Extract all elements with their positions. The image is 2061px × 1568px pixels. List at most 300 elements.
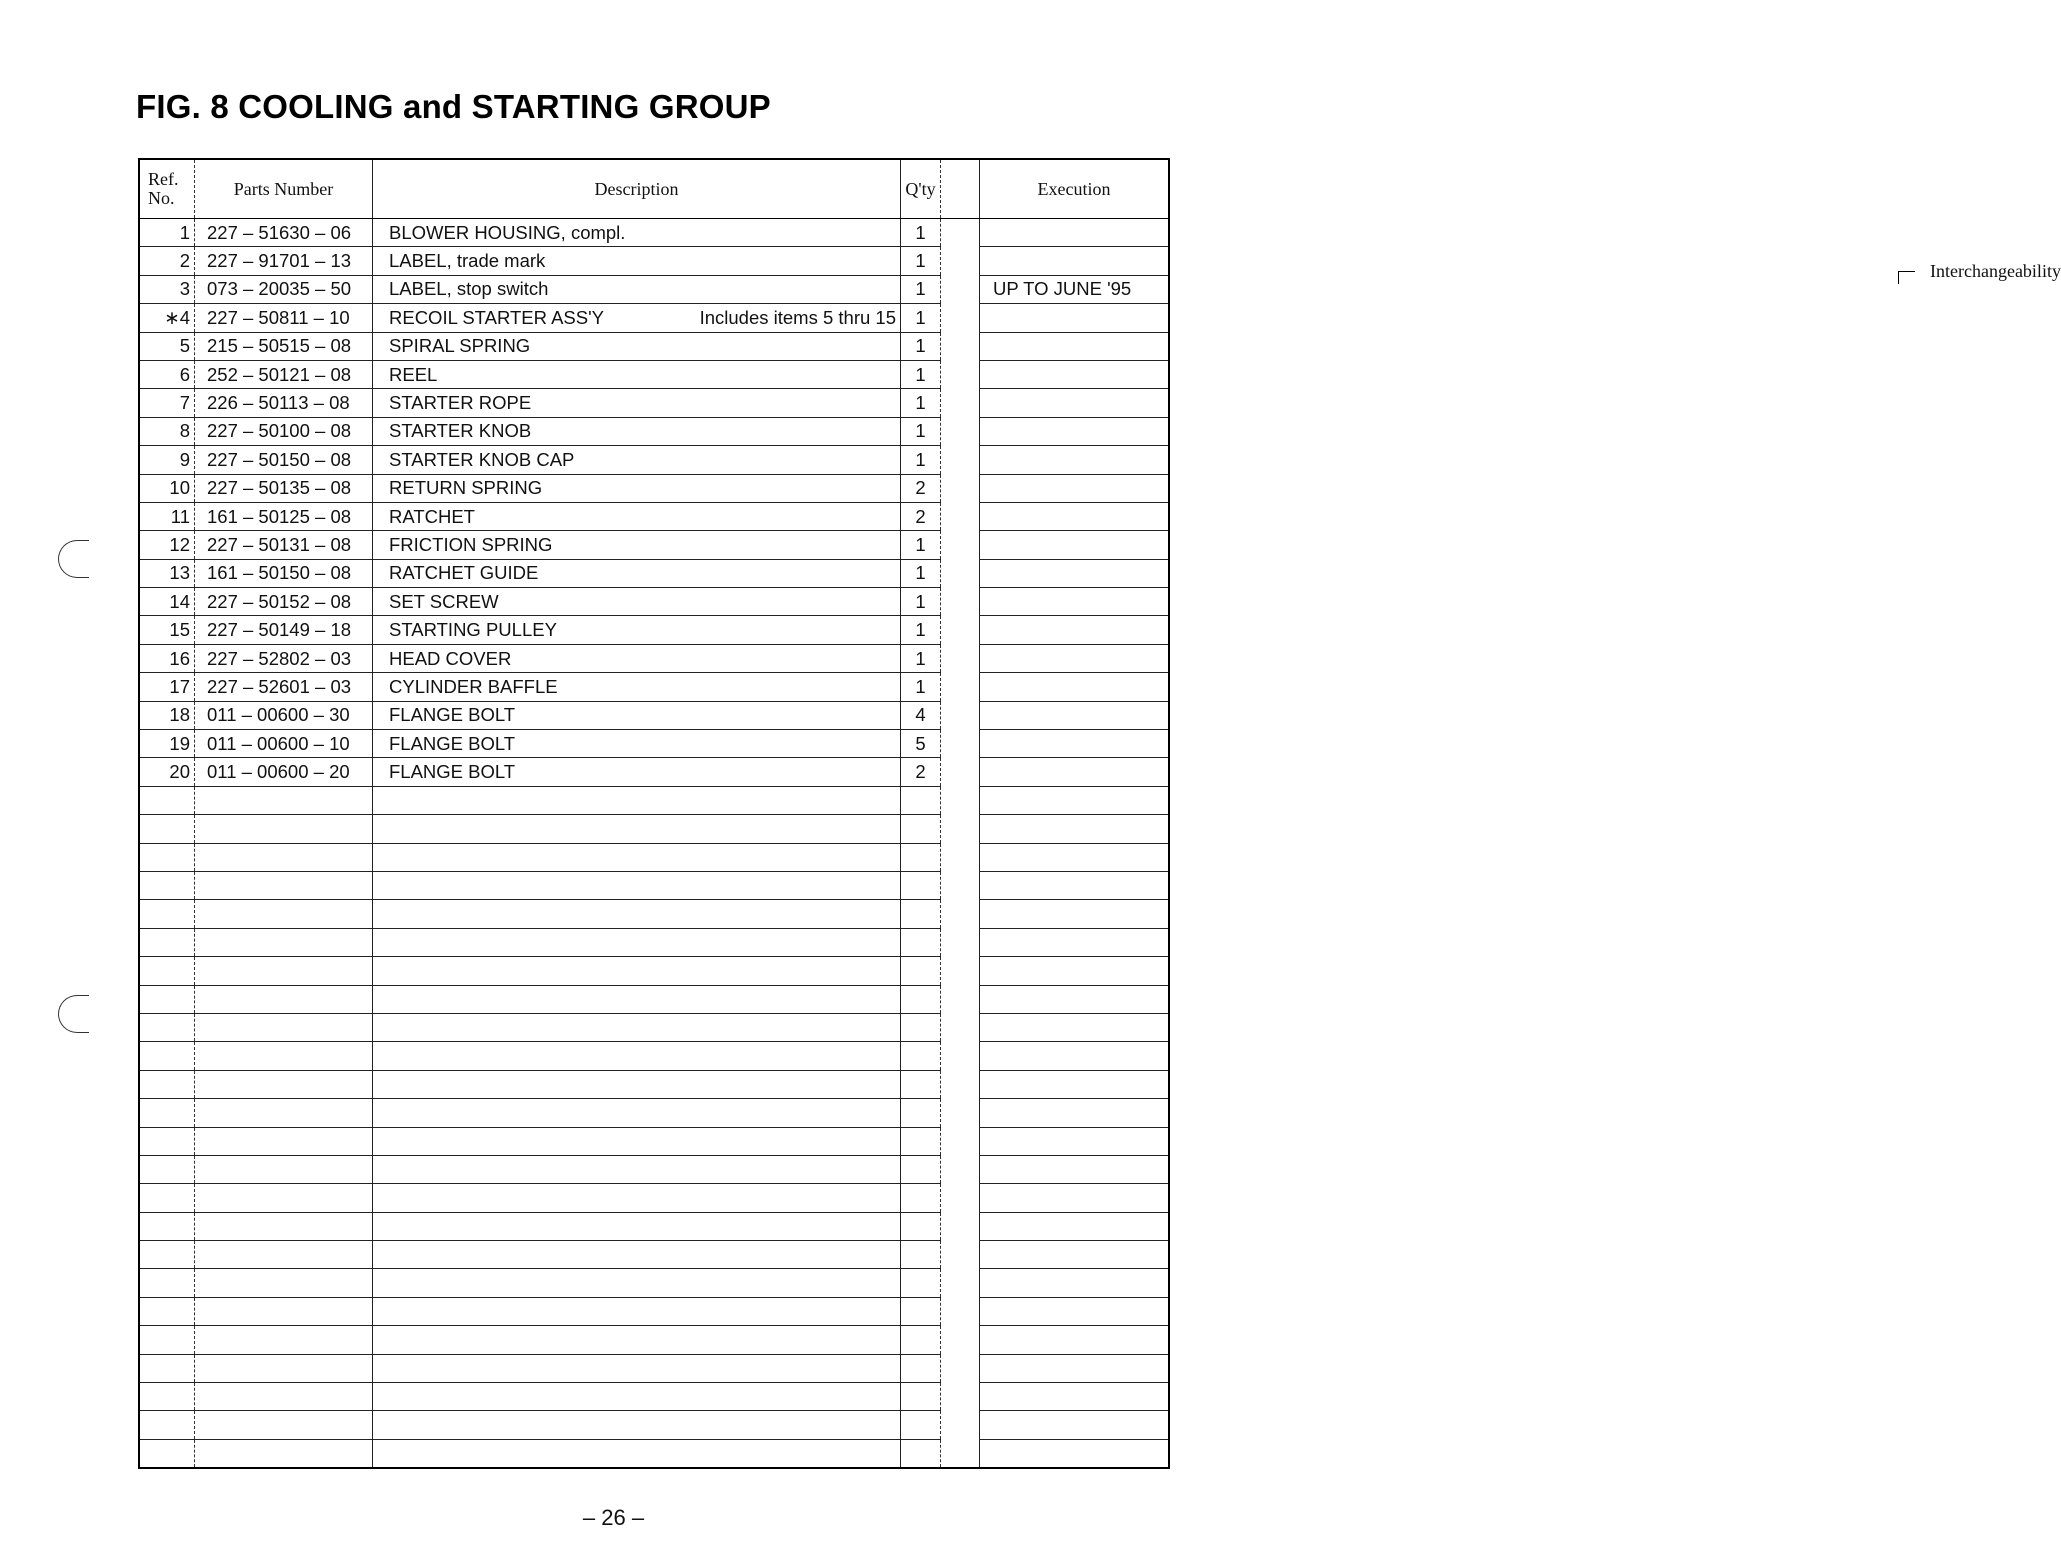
ref-no-cell xyxy=(139,985,195,1013)
empty-table-row xyxy=(139,1099,1169,1127)
table-row xyxy=(139,332,1169,360)
description-text: RETURN SPRING xyxy=(389,477,543,499)
qty-cell xyxy=(901,1411,941,1439)
part-number-cell xyxy=(195,871,373,899)
qty-cell: 1 xyxy=(901,616,941,644)
header-ref-line1: Ref. xyxy=(148,169,179,189)
interchangeability-cell xyxy=(941,1212,980,1240)
qty-cell xyxy=(901,1127,941,1155)
description-cell xyxy=(373,304,901,332)
description-text: STARTER KNOB xyxy=(389,420,532,442)
execution-cell xyxy=(980,1411,1170,1439)
execution-cell xyxy=(980,247,1170,275)
ref-no-cell xyxy=(139,1070,195,1098)
description-cell xyxy=(373,1241,901,1269)
interchangeability-cell xyxy=(941,730,980,758)
execution-cell xyxy=(980,730,1170,758)
part-number-cell: 011 – 00600 – 20 xyxy=(195,758,373,786)
ref-no-cell xyxy=(139,1042,195,1070)
header-ref-no xyxy=(139,159,195,219)
description-wrap xyxy=(389,704,900,726)
part-number-cell: 227 – 50135 – 08 xyxy=(195,474,373,502)
table-row xyxy=(139,360,1169,388)
execution-cell xyxy=(980,531,1170,559)
qty-cell: 1 xyxy=(901,559,941,587)
execution-cell xyxy=(980,588,1170,616)
interchangeability-cell xyxy=(941,900,980,928)
description-cell xyxy=(373,1297,901,1325)
execution-cell xyxy=(980,1212,1170,1240)
part-number-cell xyxy=(195,957,373,985)
interchangeability-cell xyxy=(941,304,980,332)
execution-cell xyxy=(980,1383,1170,1411)
interchangeability-cell xyxy=(941,1326,980,1354)
description-cell xyxy=(373,815,901,843)
description-cell xyxy=(373,928,901,956)
execution-cell xyxy=(980,900,1170,928)
part-number-cell xyxy=(195,815,373,843)
qty-cell xyxy=(901,1439,941,1468)
empty-table-row xyxy=(139,843,1169,871)
qty-cell: 1 xyxy=(901,389,941,417)
part-number-cell xyxy=(195,1439,373,1468)
empty-table-row xyxy=(139,900,1169,928)
table-row xyxy=(139,701,1169,729)
description-text: RATCHET GUIDE xyxy=(389,562,539,584)
empty-table-row xyxy=(139,1042,1169,1070)
description-cell xyxy=(373,247,901,275)
table-row xyxy=(139,588,1169,616)
interchangeability-cell xyxy=(941,786,980,814)
ref-no-cell xyxy=(139,900,195,928)
interchangeability-cell xyxy=(941,1383,980,1411)
description-text: REEL xyxy=(389,363,438,385)
description-text: STARTER ROPE xyxy=(389,392,532,414)
table-row xyxy=(139,673,1169,701)
empty-table-row xyxy=(139,815,1169,843)
execution-cell xyxy=(980,928,1170,956)
interchangeability-cell xyxy=(941,1241,980,1269)
ref-no-cell xyxy=(139,1099,195,1127)
part-number-cell xyxy=(195,1155,373,1183)
qty-cell xyxy=(901,1155,941,1183)
description-note: Includes items 5 thru 15 xyxy=(699,306,896,328)
ref-no-cell xyxy=(139,957,195,985)
part-number-cell: 011 – 00600 – 30 xyxy=(195,701,373,729)
qty-cell: 1 xyxy=(901,644,941,672)
qty-cell xyxy=(901,1297,941,1325)
description-cell xyxy=(373,1269,901,1297)
ref-no-cell: 11 xyxy=(139,502,195,530)
table-row xyxy=(139,758,1169,786)
interchangeability-cell xyxy=(941,815,980,843)
ref-no-cell: 1 xyxy=(139,219,195,247)
part-number-cell: 011 – 00600 – 10 xyxy=(195,730,373,758)
qty-cell: 1 xyxy=(901,417,941,445)
description-text: BLOWER HOUSING, compl. xyxy=(389,221,626,243)
qty-cell xyxy=(901,786,941,814)
empty-table-row xyxy=(139,957,1169,985)
part-number-cell: 161 – 50125 – 08 xyxy=(195,502,373,530)
part-number-cell: 227 – 50150 – 08 xyxy=(195,446,373,474)
description-cell xyxy=(373,843,901,871)
empty-table-row xyxy=(139,786,1169,814)
part-number-cell: 227 – 50149 – 18 xyxy=(195,616,373,644)
description-text: STARTING PULLEY xyxy=(389,619,557,641)
part-number-cell xyxy=(195,1042,373,1070)
ref-no-cell xyxy=(139,1013,195,1041)
ref-no-cell: 15 xyxy=(139,616,195,644)
description-wrap xyxy=(389,477,900,499)
description-cell xyxy=(373,673,901,701)
interchangeability-cell xyxy=(941,1297,980,1325)
execution-cell xyxy=(980,673,1170,701)
part-number-cell: 227 – 91701 – 13 xyxy=(195,247,373,275)
part-number-cell: 227 – 52802 – 03 xyxy=(195,644,373,672)
execution-cell xyxy=(980,871,1170,899)
table-row xyxy=(139,474,1169,502)
part-number-cell: 161 – 50150 – 08 xyxy=(195,559,373,587)
description-cell xyxy=(373,360,901,388)
interchangeability-cell xyxy=(941,871,980,899)
description-cell xyxy=(373,1354,901,1382)
qty-cell xyxy=(901,871,941,899)
part-number-cell: 227 – 50131 – 08 xyxy=(195,531,373,559)
empty-table-row xyxy=(139,1411,1169,1439)
interchangeability-cell xyxy=(941,417,980,445)
description-cell xyxy=(373,275,901,303)
part-number-cell: 073 – 20035 – 50 xyxy=(195,275,373,303)
description-cell xyxy=(373,1439,901,1468)
interchangeability-cell xyxy=(941,1099,980,1127)
part-number-cell xyxy=(195,1411,373,1439)
execution-cell xyxy=(980,701,1170,729)
ref-no-cell xyxy=(139,1383,195,1411)
empty-table-row xyxy=(139,871,1169,899)
interchangeability-cell xyxy=(941,1439,980,1468)
description-text: CYLINDER BAFFLE xyxy=(389,675,558,697)
execution-cell xyxy=(980,1184,1170,1212)
empty-table-row xyxy=(139,1184,1169,1212)
ref-no-cell xyxy=(139,871,195,899)
qty-cell xyxy=(901,1013,941,1041)
description-cell xyxy=(373,644,901,672)
description-cell xyxy=(373,985,901,1013)
qty-cell: 1 xyxy=(901,531,941,559)
interchangeability-cell xyxy=(941,559,980,587)
part-number-cell: 227 – 50811 – 10 xyxy=(195,304,373,332)
execution-cell xyxy=(980,474,1170,502)
execution-cell xyxy=(980,1326,1170,1354)
execution-cell xyxy=(980,1070,1170,1098)
description-text: HEAD COVER xyxy=(389,647,512,669)
qty-cell xyxy=(901,1354,941,1382)
description-wrap xyxy=(389,591,900,613)
execution-cell xyxy=(980,1099,1170,1127)
table-row xyxy=(139,417,1169,445)
description-cell xyxy=(373,701,901,729)
qty-cell xyxy=(901,1099,941,1127)
qty-cell: 2 xyxy=(901,502,941,530)
description-text: LABEL, trade mark xyxy=(389,250,546,272)
part-number-cell: 226 – 50113 – 08 xyxy=(195,389,373,417)
punch-hole-mark xyxy=(58,995,89,1033)
description-cell xyxy=(373,1184,901,1212)
qty-cell xyxy=(901,1383,941,1411)
execution-cell xyxy=(980,332,1170,360)
description-text: SPIRAL SPRING xyxy=(389,335,531,357)
description-wrap xyxy=(389,761,900,783)
description-cell xyxy=(373,417,901,445)
execution-cell xyxy=(980,1439,1170,1468)
description-cell xyxy=(373,531,901,559)
table-row xyxy=(139,559,1169,587)
empty-table-row xyxy=(139,1241,1169,1269)
description-cell xyxy=(373,730,901,758)
description-wrap xyxy=(389,392,900,414)
description-cell xyxy=(373,559,901,587)
interchangeability-cell xyxy=(941,1155,980,1183)
interchangeability-cell xyxy=(941,1354,980,1382)
ref-no-cell xyxy=(139,928,195,956)
qty-cell: 4 xyxy=(901,701,941,729)
part-number-cell xyxy=(195,1383,373,1411)
empty-table-row xyxy=(139,1127,1169,1155)
qty-cell xyxy=(901,985,941,1013)
interchangeability-cell xyxy=(941,673,980,701)
interchangeability-cell xyxy=(941,616,980,644)
description-text: STARTER KNOB CAP xyxy=(389,448,575,470)
execution-cell xyxy=(980,1354,1170,1382)
description-cell xyxy=(373,957,901,985)
empty-table-row xyxy=(139,1212,1169,1240)
execution-cell xyxy=(980,786,1170,814)
execution-cell xyxy=(980,957,1170,985)
interchangeability-cell xyxy=(941,389,980,417)
ref-no-cell xyxy=(139,1297,195,1325)
page-title: FIG. 8 COOLING and STARTING GROUP xyxy=(136,88,771,125)
ref-no-cell xyxy=(139,1439,195,1468)
ref-no-cell xyxy=(139,786,195,814)
description-cell xyxy=(373,446,901,474)
ref-no-cell: 19 xyxy=(139,730,195,758)
part-number-cell: 227 – 52601 – 03 xyxy=(195,673,373,701)
description-cell xyxy=(373,1383,901,1411)
header-description: Description xyxy=(373,159,901,219)
execution-cell xyxy=(980,843,1170,871)
ref-no-cell xyxy=(139,1241,195,1269)
qty-cell: 1 xyxy=(901,247,941,275)
interchangeability-cell xyxy=(941,957,980,985)
interchangeability-cell xyxy=(941,1127,980,1155)
ref-no-cell: 10 xyxy=(139,474,195,502)
ref-no-cell: 5 xyxy=(139,332,195,360)
part-number-cell xyxy=(195,928,373,956)
empty-table-row xyxy=(139,1013,1169,1041)
interchangeability-cell xyxy=(941,446,980,474)
description-cell xyxy=(373,758,901,786)
ref-no-cell xyxy=(139,1155,195,1183)
ref-no-cell xyxy=(139,1269,195,1297)
ref-no-cell xyxy=(139,1184,195,1212)
interchangeability-cell xyxy=(941,644,980,672)
empty-table-row xyxy=(139,1354,1169,1382)
qty-cell: 1 xyxy=(901,673,941,701)
interchangeability-cell xyxy=(941,701,980,729)
part-number-cell xyxy=(195,900,373,928)
qty-cell: 5 xyxy=(901,730,941,758)
execution-cell xyxy=(980,644,1170,672)
interchangeability-cell xyxy=(941,332,980,360)
description-cell xyxy=(373,1411,901,1439)
qty-cell xyxy=(901,815,941,843)
ref-no-cell: ∗4 xyxy=(139,304,195,332)
description-cell xyxy=(373,616,901,644)
description-wrap xyxy=(389,222,900,244)
description-text: FRICTION SPRING xyxy=(389,533,553,555)
table-row xyxy=(139,219,1169,247)
table-row xyxy=(139,730,1169,758)
table-row xyxy=(139,531,1169,559)
description-wrap xyxy=(389,619,900,641)
execution-cell xyxy=(980,502,1170,530)
description-text: LABEL, stop switch xyxy=(389,278,549,300)
description-cell xyxy=(373,786,901,814)
header-execution: Execution xyxy=(980,159,1170,219)
ref-no-cell: 9 xyxy=(139,446,195,474)
execution-cell xyxy=(980,389,1170,417)
qty-cell xyxy=(901,1070,941,1098)
qty-cell: 1 xyxy=(901,332,941,360)
execution-cell xyxy=(980,1042,1170,1070)
ref-no-cell: 13 xyxy=(139,559,195,587)
description-cell xyxy=(373,588,901,616)
header-ref-line2: No. xyxy=(148,188,175,208)
interchangeability-cell xyxy=(941,758,980,786)
part-number-cell xyxy=(195,1070,373,1098)
execution-cell xyxy=(980,1297,1170,1325)
execution-cell xyxy=(980,559,1170,587)
description-text: RATCHET xyxy=(389,505,475,527)
execution-cell xyxy=(980,446,1170,474)
interchangeability-cell xyxy=(941,502,980,530)
description-cell xyxy=(373,219,901,247)
qty-cell: 1 xyxy=(901,360,941,388)
ref-no-cell: 7 xyxy=(139,389,195,417)
empty-table-row xyxy=(139,1439,1169,1468)
ref-no-cell xyxy=(139,1326,195,1354)
description-wrap xyxy=(389,307,900,329)
interchangeability-cell xyxy=(941,1411,980,1439)
qty-cell xyxy=(901,1212,941,1240)
ref-no-cell: 20 xyxy=(139,758,195,786)
description-cell xyxy=(373,1070,901,1098)
interchangeability-cell xyxy=(941,275,980,303)
description-wrap xyxy=(389,420,900,442)
description-wrap xyxy=(389,562,900,584)
table-row xyxy=(139,644,1169,672)
interchangeability-cell xyxy=(941,1269,980,1297)
part-number-cell: 227 – 50152 – 08 xyxy=(195,588,373,616)
description-wrap xyxy=(389,534,900,556)
description-cell xyxy=(373,1127,901,1155)
interchangeability-cell xyxy=(941,843,980,871)
ref-no-cell: 3 xyxy=(139,275,195,303)
description-wrap xyxy=(389,250,900,272)
table-row xyxy=(139,389,1169,417)
empty-table-row xyxy=(139,985,1169,1013)
part-number-cell xyxy=(195,1184,373,1212)
description-cell xyxy=(373,1326,901,1354)
part-number-cell xyxy=(195,786,373,814)
execution-cell xyxy=(980,1269,1170,1297)
part-number-cell xyxy=(195,985,373,1013)
table-row xyxy=(139,304,1169,332)
qty-cell xyxy=(901,928,941,956)
description-text: RECOIL STARTER ASS'Y xyxy=(389,306,604,328)
description-text: SET SCREW xyxy=(389,590,499,612)
qty-cell xyxy=(901,843,941,871)
empty-table-row xyxy=(139,1155,1169,1183)
description-wrap xyxy=(389,449,900,471)
ref-no-cell xyxy=(139,1411,195,1439)
part-number-cell xyxy=(195,1099,373,1127)
execution-cell xyxy=(980,219,1170,247)
qty-cell xyxy=(901,1241,941,1269)
qty-cell xyxy=(901,1269,941,1297)
execution-cell xyxy=(980,1127,1170,1155)
part-number-cell xyxy=(195,1212,373,1240)
ref-no-cell: 18 xyxy=(139,701,195,729)
part-number-cell xyxy=(195,1269,373,1297)
empty-table-row xyxy=(139,1326,1169,1354)
interchangeability-cell xyxy=(941,588,980,616)
ref-no-cell: 2 xyxy=(139,247,195,275)
description-cell xyxy=(373,332,901,360)
description-wrap xyxy=(389,506,900,528)
execution-cell xyxy=(980,1155,1170,1183)
description-cell xyxy=(373,900,901,928)
description-text: FLANGE BOLT xyxy=(389,761,516,783)
qty-cell xyxy=(901,1042,941,1070)
empty-table-row xyxy=(139,1269,1169,1297)
part-number-cell xyxy=(195,1013,373,1041)
qty-cell: 1 xyxy=(901,446,941,474)
description-cell xyxy=(373,1212,901,1240)
description-cell xyxy=(373,1155,901,1183)
description-cell xyxy=(373,474,901,502)
parts-table xyxy=(138,158,1170,1469)
header-qty: Q'ty xyxy=(901,159,941,219)
interchangeability-cell xyxy=(941,1184,980,1212)
part-number-cell: 227 – 51630 – 06 xyxy=(195,219,373,247)
qty-cell: 1 xyxy=(901,588,941,616)
empty-table-row xyxy=(139,1297,1169,1325)
table-header-row xyxy=(139,159,1169,219)
part-number-cell xyxy=(195,1241,373,1269)
empty-table-row xyxy=(139,1383,1169,1411)
interchangeability-cell xyxy=(941,1042,980,1070)
qty-cell xyxy=(901,957,941,985)
description-wrap xyxy=(389,676,900,698)
description-cell xyxy=(373,1042,901,1070)
page-number: – 26 – xyxy=(582,1505,645,1530)
ref-no-cell xyxy=(139,1354,195,1382)
description-cell xyxy=(373,389,901,417)
table-row xyxy=(139,247,1169,275)
qty-cell xyxy=(901,900,941,928)
execution-cell xyxy=(980,1013,1170,1041)
